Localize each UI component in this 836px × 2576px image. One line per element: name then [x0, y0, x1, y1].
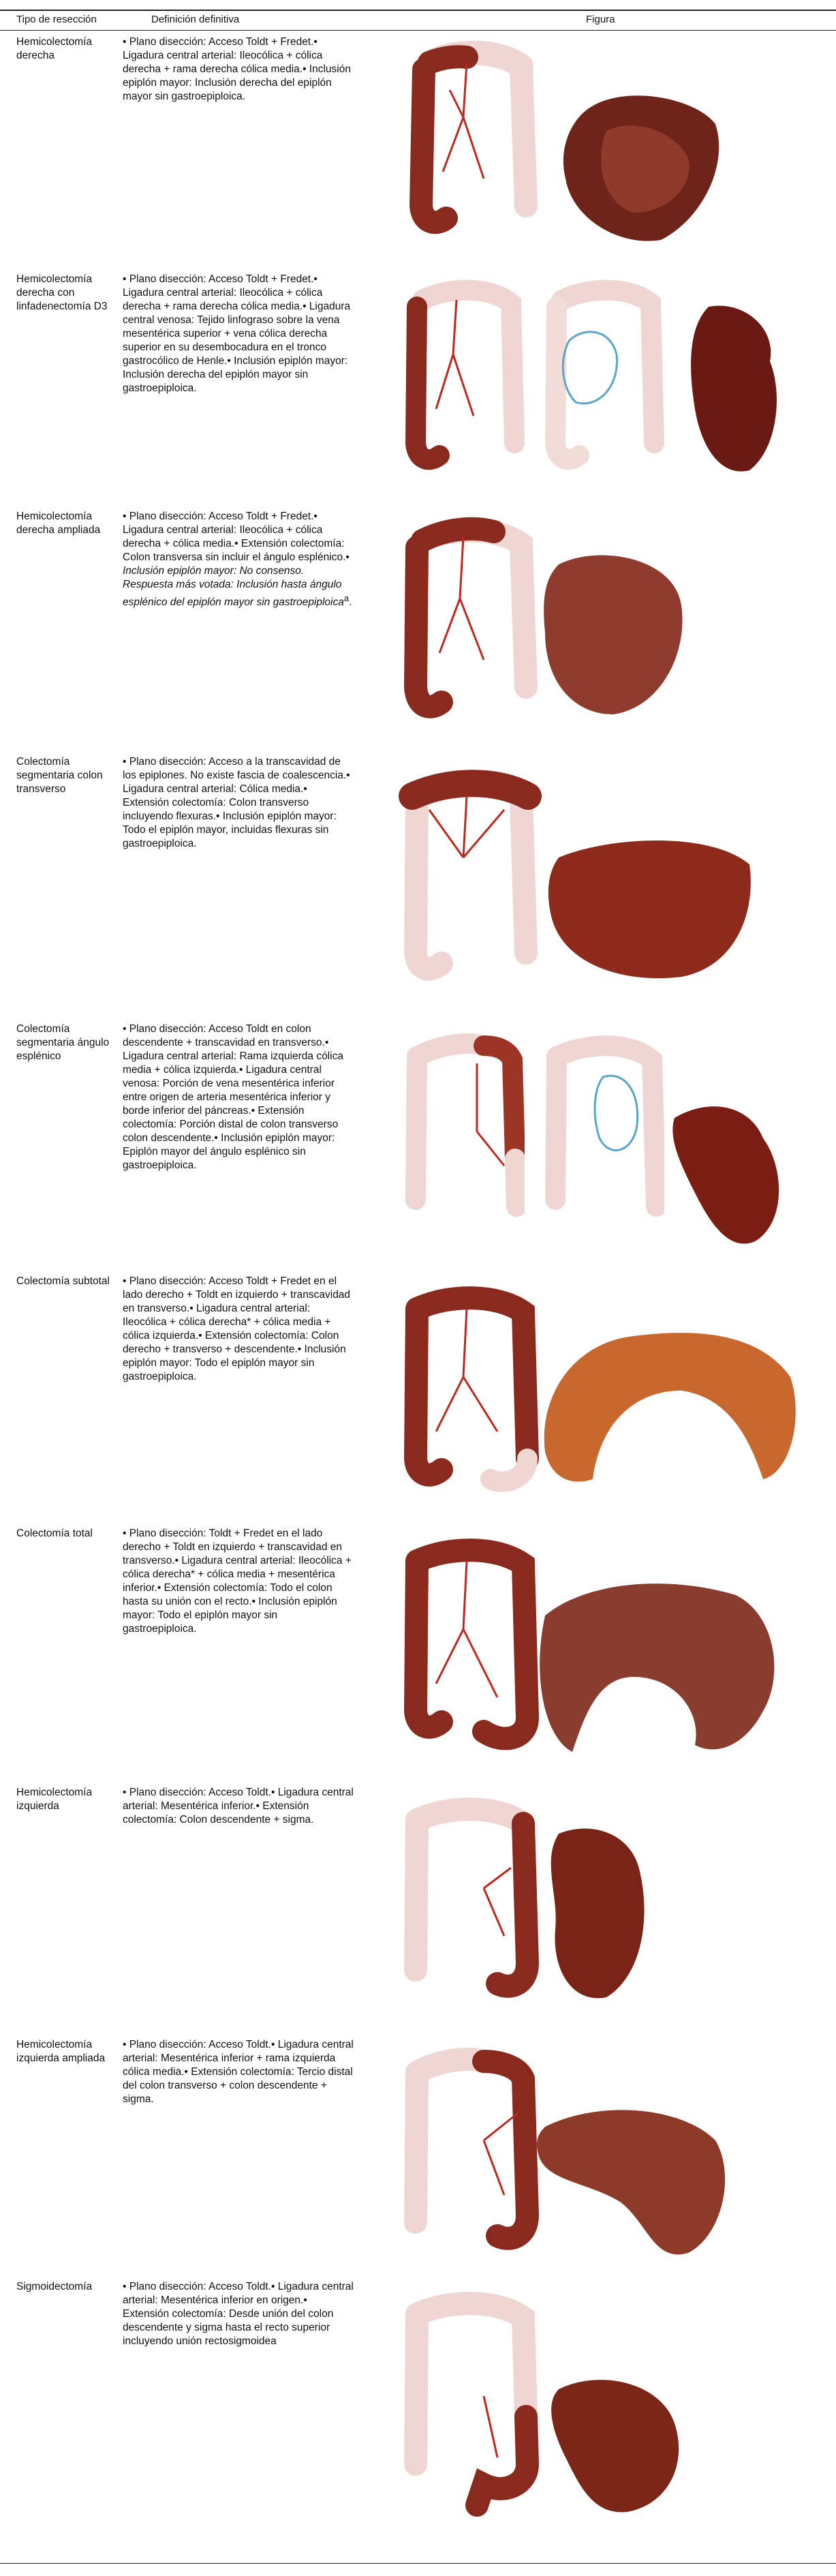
table-row: [0, 1527, 836, 1779]
colon-diagram: [382, 1275, 545, 1500]
resection-type: Colectomía segmentaria ángulo esplénico: [16, 1023, 110, 1062]
header-figura: Figura: [586, 14, 615, 25]
colon-diagram: [382, 1022, 525, 1241]
resection-type: Hemicolectomía derecha: [16, 36, 93, 61]
footnote-marker: a: [343, 593, 350, 603]
table-row: [0, 1275, 836, 1527]
figure-cell: [382, 1527, 545, 1759]
table-row: [0, 35, 836, 267]
figure-cell: [382, 2038, 545, 2263]
resection-type: Hemicolectomía derecha con linfadenectomía D3: [16, 273, 108, 312]
lymph-diagram: [521, 1022, 664, 1241]
resection-type: Sigmoidectomía: [16, 2281, 93, 2292]
table-row: [0, 1022, 836, 1268]
figure-cell: [382, 2280, 545, 2519]
resection-definition: • Plano disección: Acceso Toldt.• Ligadura central arterial: Mesentérica inferior.• Extensión colectomía: Colon descendente + sigma.: [123, 1787, 354, 1825]
resection-definition: • Plano disección: Acceso Toldt + Fredet.• Ligadura central arterial: Ileocólica + cólica derecha + cólica media.• Extensión colectomía: Colon transversa sin incluir el ángulo esplénico.• Inclusión epiplón mayor: No consenso. Respuesta más votada: Inclusión hasta ángulo esplénico del epiplón mayor sin gastroepiploica$^a$.: [123, 511, 352, 609]
resection-type: Colectomía subtotal: [16, 1275, 110, 1287]
definition-italic: Inclusión epiplón mayor: No consenso. Respuesta más votada: Inclusión hasta ángulo esplénico del epiplón mayor sin gastroepiploica: [123, 565, 344, 609]
colon-diagram: [382, 510, 545, 728]
resection-type: Colectomía total: [16, 1528, 93, 1539]
specimen-photo: [531, 1316, 804, 1493]
resection-definition: • Plano disección: Acceso Toldt.• Ligadura central arterial: Mesentérica inferior en origen.• Extensión colectomía: Desde unión del colon descendente y sigma hasta el recto superior incluyendo unión rectosigmoidea: [123, 2281, 354, 2347]
figure-cell: [382, 273, 525, 477]
table-row: [0, 755, 836, 1021]
figure-cell: [382, 1275, 545, 1500]
figure-cell: [382, 755, 545, 987]
header-tipo: Tipo de resección: [16, 14, 97, 25]
figure-cell: [382, 1022, 525, 1241]
definition-text: • Plano disección: Acceso Toldt + Fredet.• Ligadura central arterial: Ileocólica + cólica derecha + cólica media.• Extensión colectomía: Colon transversa sin incluir el ángulo esplénico.•: [123, 511, 350, 563]
colon-diagram: [382, 273, 525, 477]
table-row: [0, 273, 836, 504]
colon-diagram: [382, 755, 545, 987]
resection-definition: • Plano disección: Acceso Toldt + Fredet.• Ligadura central arterial: Ileocólica + cólica derecha + rama derecha cólica media.• Inclusión epiplón mayor: Inclusión derecha del epiplón mayor sin gastroepiploica.: [123, 36, 351, 102]
lymph-diagram: [521, 273, 664, 477]
specimen-photo: [545, 830, 756, 987]
colon-diagram: [382, 1527, 545, 1759]
table-row: [0, 2280, 836, 2546]
resection-type: Colectomía segmentaria colon transverso: [16, 756, 103, 795]
resection-definition: • Plano disección: Acceso Toldt.• Ligadura central arterial: Mesentérica inferior + rama izquierda cólica media.• Extensión colectomía: Tercio distal del colon transverso + colon descendente + sigma.: [123, 2039, 354, 2105]
table-row: [0, 510, 836, 748]
resection-definition: • Plano disección: Acceso Toldt + Fredet en el lado derecho + Toldt en izquierdo + transcavidad en transverso.• Ligadura central arterial: Ileocólica + cólica derecha* + cólica media + cólica izquierda.• Extensión colectomía: Colon derecho + transverso + descendente.• Inclusión epiplón mayor: Todo el epiplón mayor sin gastroepiploica.: [123, 1275, 351, 1382]
figure-cell: [382, 35, 545, 240]
resection-definition: • Plano disección: Acceso Toldt en colon descendente + transcavidad en transverso.• Ligadura central arterial: Rama izquierda cólica media + cólica izquierda.• Ligadura central venosa: Porción de vena mesentérica inferior entre origen de arteria mesentérica inferior y borde inferior del páncreas.• Extensión colectomía: Porción distal de colon transverso colon descendente.• Inclusión epiplón mayor: Epiplón mayor del ángulo esplénico sin gastroepiploica.: [123, 1023, 343, 1171]
specimen-photo: [531, 1575, 784, 1766]
table-bottom-rule: [0, 2563, 836, 2564]
colon-diagram: [382, 2280, 545, 2519]
specimen-photo: [538, 1820, 654, 2011]
resection-definition: • Plano disección: Acceso Toldt + Fredet.• Ligadura central arterial: Ileocólica + cólica derecha + rama derecha cólica media.• Ligadura central venosa: Tejido linfograso sobre la vena mesentérica superior + vena cólica derecha superior en su desembocadura en el tronco gastrocólico de Henle.• Inclusión epiplón mayor: Inclusión derecha del epiplón mayor sin gastroepiploica.: [123, 273, 351, 394]
table-row: [0, 2038, 836, 2284]
specimen-photo: [668, 1097, 790, 1261]
table-top-rule: [0, 10, 836, 11]
table-header-rule: [0, 30, 836, 31]
colon-diagram: [382, 35, 545, 240]
specimen-photo: [681, 300, 790, 477]
colon-diagram: [382, 1786, 545, 2011]
colon-diagram: [382, 2038, 545, 2263]
table-row: [0, 1786, 836, 2038]
resection-type: Hemicolectomía izquierda ampliada: [16, 2039, 106, 2064]
resection-type: Hemicolectomía izquierda: [16, 1787, 93, 1812]
specimen-photo: [531, 2100, 736, 2263]
specimen-photo: [538, 2369, 688, 2519]
resection-definition: • Plano disección: Acceso a la transcavidad de los epiplones. No existe fascia de coalescencia.• Ligadura central arterial: Cólica media.• Extensión colectomía: Colon transverso incluyendo flexuras.• Inclusión epiplón mayor: Todo el epiplón mayor, incluidas flexuras sin gastroepiploica.: [123, 756, 350, 849]
header-definicion: Definición definitiva: [151, 14, 240, 25]
specimen-photo: [559, 83, 729, 247]
resection-definition: • Plano disección: Toldt + Fredet en el lado derecho + Toldt en izquierdo + transcavidad en transverso.• Ligadura central arterial: Ileocólica + cólica derecha* + cólica media + mesentérica inferior.• Extensión colectomía: Todo el colon hasta su unión con el recto.• Inclusión epiplón mayor: Todo el epiplón mayor sin gastroepiploica.: [123, 1528, 352, 1635]
resection-type: Hemicolectomía derecha ampliada: [16, 511, 101, 536]
specimen-photo: [538, 544, 688, 721]
figure-cell: [382, 510, 545, 728]
figure-cell: [382, 1786, 545, 2011]
